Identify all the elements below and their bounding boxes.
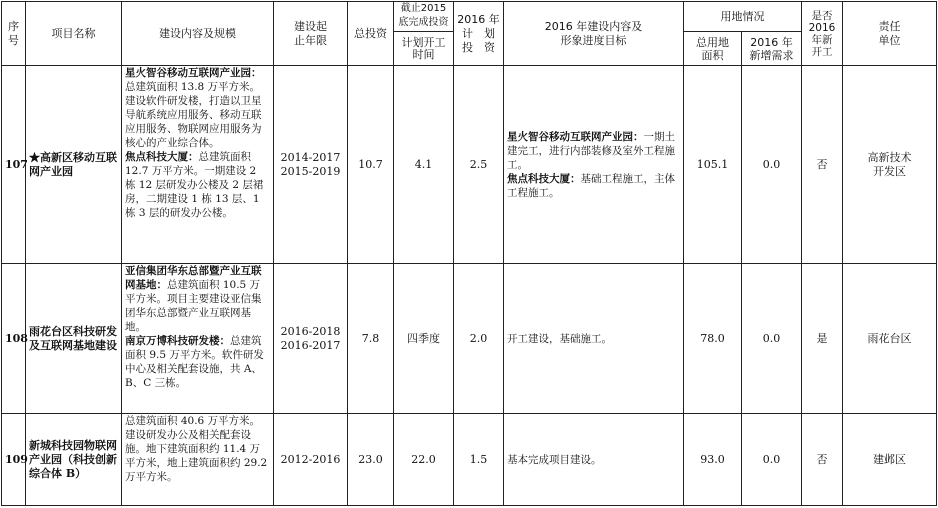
header-total: 总投资 xyxy=(348,2,394,66)
row-land-new: 0.0 xyxy=(742,264,802,414)
row-project-name: ★高新区移动互联网产业园 xyxy=(26,66,122,264)
table-row xyxy=(2,264,937,414)
content-item-title: 亚信集团华东总部暨产业互联网基地： xyxy=(125,265,262,291)
content-item-text: 总建筑面积 10.5 万平方米。项目主要建设亚信集团华东总部暨产业互联网基地。 xyxy=(125,279,262,333)
content-item-title: 焦点科技大厦： xyxy=(125,151,199,163)
row-content xyxy=(122,66,274,264)
project-table xyxy=(1,1,937,506)
row-period: 2016-2018 2016-2017 xyxy=(274,264,348,414)
row-land-total: 78.0 xyxy=(684,264,742,414)
content-item-text: 总建筑面积 13.8 万平方米。建设软件研发楼，打造以卫星导航系统应用服务、移动互联应用服务、物联网应用服务为核心的产业综合体。 xyxy=(125,81,262,149)
row-cum-invest: 四季度 xyxy=(394,264,454,414)
content-item-title: 星火智谷移动互联网产业园： xyxy=(125,67,262,79)
row-total-invest: 7.8 xyxy=(348,264,394,414)
target-item xyxy=(507,332,680,346)
row-target xyxy=(504,66,684,264)
header-land-total: 总用地 面积 xyxy=(684,32,742,66)
header-seq: 序 号 xyxy=(2,2,26,66)
table-row xyxy=(2,66,937,264)
row-content xyxy=(122,264,274,414)
target-item xyxy=(507,172,680,200)
row-land-total: 93.0 xyxy=(684,414,742,506)
target-item-title: 星火智谷移动互联网产业园： xyxy=(507,130,644,143)
row-project-name: 雨花台区科技研发及互联网基地建设 xyxy=(26,264,122,414)
row-unit: 高新技术 开发区 xyxy=(843,66,937,264)
content-item-title: 南京万博科技研发楼： xyxy=(125,335,230,347)
row-id: 107 xyxy=(2,66,26,264)
row-total-invest: 10.7 xyxy=(348,66,394,264)
header-start-time: 计划开工 时间 xyxy=(394,32,454,66)
row-is-new: 是 xyxy=(802,264,843,414)
target-item xyxy=(507,453,680,467)
row-cum-invest: 4.1 xyxy=(394,66,454,264)
row-id: 109 xyxy=(2,414,26,506)
row-plan-2016: 1.5 xyxy=(454,414,504,506)
row-total-invest: 23.0 xyxy=(348,414,394,506)
header-cum-invest: 截止2015 底完成投资 xyxy=(394,2,454,32)
content-item-text: 总建筑面积 9.5 万平方米。软件研发中心及相关配套设施，共 A、B、C 三栋。 xyxy=(125,335,264,389)
row-unit: 建邺区 xyxy=(843,414,937,506)
header-is-new: 是否 2016 年新 开工 xyxy=(802,2,843,66)
header-plan2016: 2016 年 计 划 投 资 xyxy=(454,2,504,66)
target-item-title: 焦点科技大厦： xyxy=(507,172,581,185)
row-period: 2014-2017 2015-2019 xyxy=(274,66,348,264)
row-unit: 雨花台区 xyxy=(843,264,937,414)
row-target xyxy=(504,264,684,414)
content-item xyxy=(125,334,270,390)
header-name: 项目名称 xyxy=(26,2,122,66)
target-item-text: 基础工程施工，主体工程施工。 xyxy=(507,172,675,199)
content-item-text: 总建筑面积 12.7 万平方米。一期建设 2 栋 12 层研发办公楼及 2 层裙房，二期建设 1 栋 13 层、1 栋 3 层的研发办公楼。 xyxy=(125,151,264,219)
row-land-new: 0.0 xyxy=(742,414,802,506)
content-item xyxy=(125,414,270,484)
row-land-total: 105.1 xyxy=(684,66,742,264)
row-target xyxy=(504,414,684,506)
row-project-name: 新城科技园物联网产业园（科技创新综合体 B） xyxy=(26,414,122,506)
header-land: 用地情况 xyxy=(684,2,802,32)
content-item-text: 总建筑面积 40.6 万平方米。建设研发办公及相关配套设施。地下建筑面积约 11.4 万平方米，地上建筑面积约 29.2 万平方米。 xyxy=(125,415,268,483)
target-item-text: 开工建设，基础施工。 xyxy=(507,332,612,345)
row-content xyxy=(122,414,274,506)
header-land-new: 2016 年 新增需求 xyxy=(742,32,802,66)
row-period: 2012-2016 xyxy=(274,414,348,506)
header-unit: 责任 单位 xyxy=(843,2,937,66)
header-content: 建设内容及规模 xyxy=(122,2,274,66)
row-plan-2016: 2.0 xyxy=(454,264,504,414)
target-item-text: 基本完成项目建设。 xyxy=(507,453,602,466)
header-target: 2016 年建设内容及 形象进度目标 xyxy=(504,2,684,66)
header-period: 建设起 止年限 xyxy=(274,2,348,66)
row-is-new: 否 xyxy=(802,66,843,264)
content-item xyxy=(125,264,270,334)
content-item xyxy=(125,150,270,220)
row-cum-invest: 22.0 xyxy=(394,414,454,506)
table-row xyxy=(2,414,937,506)
row-id: 108 xyxy=(2,264,26,414)
target-item xyxy=(507,130,680,172)
row-is-new: 否 xyxy=(802,414,843,506)
row-plan-2016: 2.5 xyxy=(454,66,504,264)
target-item-text: 一期土建完工，进行内部装修及室外工程施工。 xyxy=(507,130,675,171)
content-item xyxy=(125,66,270,150)
row-land-new: 0.0 xyxy=(742,66,802,264)
